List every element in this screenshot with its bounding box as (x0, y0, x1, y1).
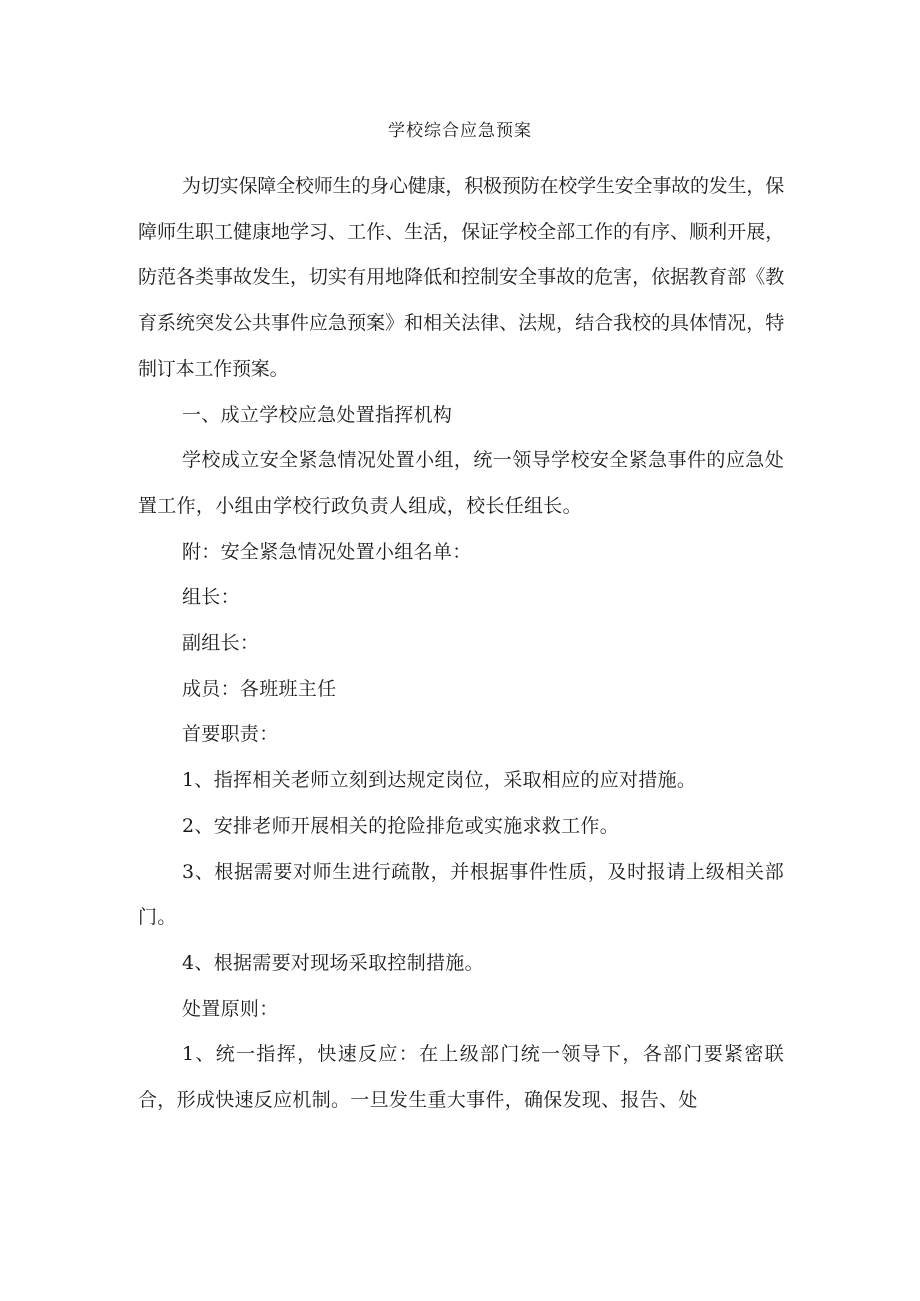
document-body (138, 164, 784, 1124)
principle-item-1: 1、统一指挥，快速反应：在上级部门统一领导下，各部门要紧密联合，形成快速反应机制。一旦发生重大事件，确保发现、报告、处 (138, 1043, 784, 1112)
duties-heading: 首要职责： (182, 723, 279, 746)
duty-item-2: 2、安排老师开展相关的抢险排危或实施求救工作。 (182, 814, 619, 837)
team-leader-line: 组长： (182, 586, 240, 609)
team-deputy-line: 副组长： (182, 632, 260, 655)
command-paragraph: 学校成立安全紧急情况处置小组，统一领导学校安全紧急事件的应急处置工作，小组由学校行政负责人组成，校长任组长。 (138, 449, 784, 517)
section-heading-command: 一、成立学校应急处置指挥机构 (182, 403, 453, 426)
team-members-line: 成员：各班班主任 (182, 677, 337, 700)
intro-paragraph: 为切实保障全校师生的身心健康，积极预防在校学生安全事故的发生，保障师生职工健康地学习、工作、生活，保证学校全部工作的有序、顺利开展，防范各类事故发生，切实有用地降低和控制安全事故的危害，依据教育部《教育系统突发公共事件应急预案》和相关法律、法规，结合我校的具体情况，特制订本工作预案。 (138, 175, 784, 380)
duty-item-1: 1、指挥相关老师立刻到达规定岗位，采取相应的应对措施。 (182, 769, 697, 792)
duty-item-3: 3、根据需要对师生进行疏散，并根据事件性质，及时报请上级相关部门。 (138, 860, 784, 929)
document-title: 学校综合应急预案 (388, 121, 532, 141)
duty-item-4: 4、根据需要对现场采取控制措施。 (182, 951, 484, 974)
team-list-heading: 附：安全紧急情况处置小组名单： (182, 540, 472, 563)
principles-heading: 处置原则： (182, 997, 279, 1020)
